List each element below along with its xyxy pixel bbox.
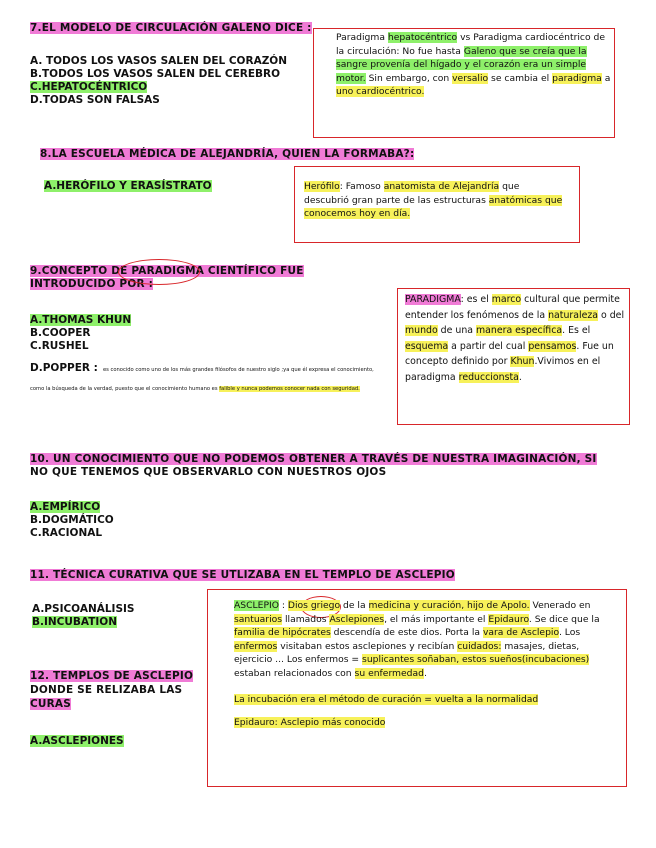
q9-option-c: C.RUSHEL xyxy=(30,340,89,352)
q7-option-d: D.TODAS SON FALSAS xyxy=(30,94,160,106)
question-10 xyxy=(30,453,597,479)
q7-option-b: B.TODOS LOS VASOS SALEN DEL CEREBRO xyxy=(30,68,281,80)
q10-option-c: C.RACIONAL xyxy=(30,527,103,539)
question-8-text: 8.LA ESCUELA MÉDICA DE ALEJANDRÍA, QUIEN LA FORMABA?: xyxy=(40,148,415,160)
q8-note: Herófilo: Famoso anatomista de Alejandría que descubrió gran parte de las estructuras anatómicas que conocemos hoy en día. xyxy=(304,181,563,220)
q9-note: PARADIGMA: es el marco cultural que permite entender los fenómenos de la naturaleza o del mundo de una manera específica. Es el esquema a partir del cual pensamos. Fue un concepto definido por Khun.Vivimos en el paradigma reduccionsta. xyxy=(405,294,625,383)
q9-option-d: D.POPPER : es conocido como uno de los más grandes filósofos de nuestro siglo ;ya que él expresa el conocimiento, como la búsqueda de la verdad, puesto que el conocimiento humano es falible y nunca podemos conocer nada con seguridad. xyxy=(30,362,374,392)
q7-option-c: C.HEPATOCÉNTRICO xyxy=(30,81,148,93)
q11-option-b: B.INCUBATION xyxy=(32,616,118,628)
q7-options xyxy=(30,55,287,107)
question-10-line1: 10. UN CONOCIMIENTO QUE NO PODEMOS OBTENER A TRAVÉS DE NUESTRA IMAGINACIÓN, SI xyxy=(30,453,597,465)
question-8 xyxy=(40,148,414,161)
q9-option-a: A.THOMAS KHUN xyxy=(30,314,132,326)
q9-option-b: B.COOPER xyxy=(30,327,91,339)
asclepio-note: ASCLEPIO : Dios griego de la medicina y curación, hijo de Apolo. Venerado en santuarios llamados Asclepiones, el más importante el Epidauro. Se dice que la familia de hipócrates descendía de este dios. Porta la vara de Asclepio. Los enfermos visitaban estos asclepiones y recibían cuidados: masajes, dietas, ejercicio ... Los enfermos = suplicantes soñaban, estos sueños(incubaciones) estaban relacionados con su enfermedad. La incubación era el método de curación = vuelta a la normalidad Epidauro: Asclepio más conocido xyxy=(234,599,612,730)
q11-options xyxy=(32,603,135,629)
popper-note-highlight: falible y nunca podemos conocer nada con seguridad. xyxy=(219,386,360,392)
question-7-text: 7.EL MODELO DE CIRCULACIÓN GALENO DICE : xyxy=(30,22,312,34)
q10-options xyxy=(30,501,114,540)
question-9-text: 9.CONCEPTO DE PARADIGMA CIENTÍFICO FUE INTRODUCIDO POR : xyxy=(30,265,304,290)
q11-option-a: A.PSICOANÁLISIS xyxy=(32,603,135,615)
question-12: 12. TEMPLOS DE ASCLEPIO DONDE SE RELIZABA LAS CURAS xyxy=(30,670,194,710)
asclepio-note-line3: Epidauro: Asclepio más conocido xyxy=(234,717,386,729)
q7-note: Paradigma hepatocéntrico vs Paradigma cardiocéntrico de la circulación: No fue hasta Galeno que se creía que la sangre provenía del hígado y el corazón era un simple motor. Sin embargo, con versalio se cambia el paradigma a uno cardiocéntrico. xyxy=(336,32,611,98)
asclepio-note-line2: La incubación era el método de curación = vuelta a la normalidad xyxy=(234,693,539,705)
q8-answer: A.HERÓFILO Y ERASÍSTRATO xyxy=(44,180,212,192)
paradigma-circle xyxy=(118,259,200,285)
q10-option-a: A.EMPÍRICO xyxy=(30,501,101,513)
popper-note: es conocido como uno de los más grandes filósofos de nuestro siglo ;ya que él expresa el conocimiento, como la búsqueda de la verdad, puesto que el conocimiento humano es xyxy=(30,367,374,392)
q9-options xyxy=(30,314,131,353)
q10-option-b: B.DOGMÁTICO xyxy=(30,514,114,526)
q7-option-a: A. TODOS LOS VASOS SALEN DEL CORAZÓN xyxy=(30,55,288,67)
question-11-text: 11. TÉCNICA CURATIVA QUE SE UTLIZABA EN EL TEMPLO DE ASCLEPIO xyxy=(30,569,455,581)
question-11 xyxy=(30,569,455,582)
question-7 xyxy=(30,22,312,35)
q12-answer: A.ASCLEPIONES xyxy=(30,735,124,747)
question-9 xyxy=(30,265,375,291)
question-10-line2: NO QUE TENEMOS QUE OBSERVARLO CON NUESTROS OJOS xyxy=(30,466,387,478)
